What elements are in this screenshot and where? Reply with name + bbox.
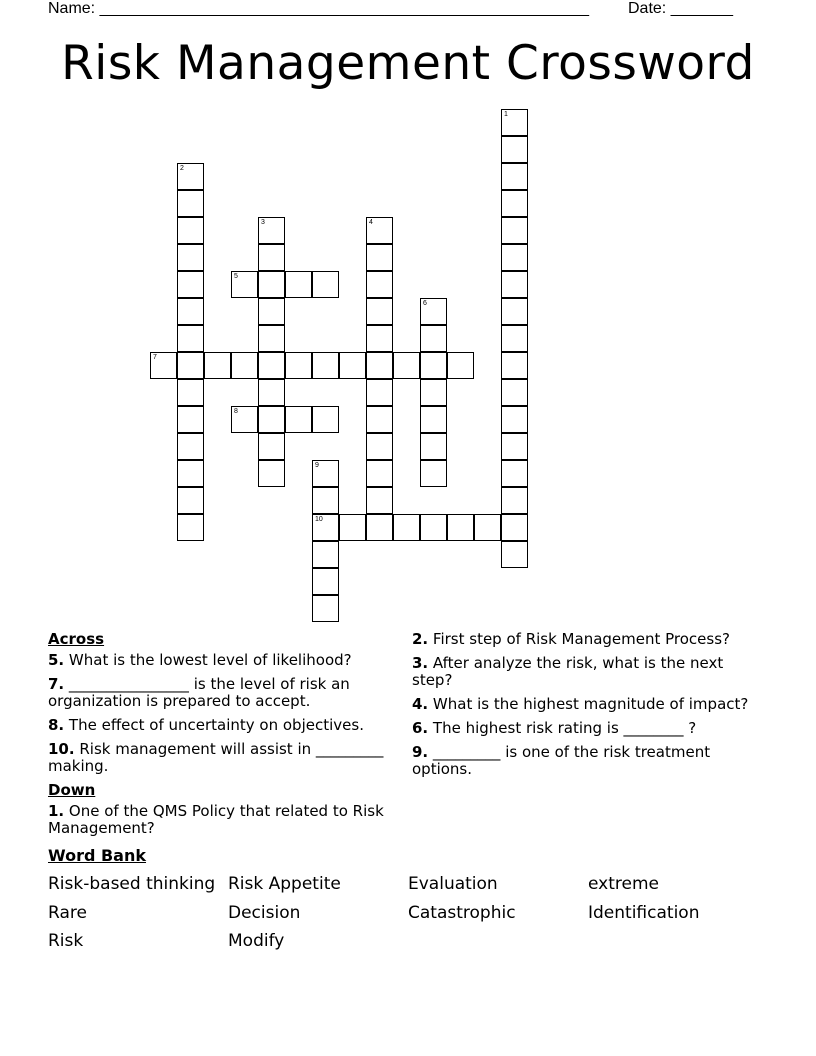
clue-number-label: 4 [369, 219, 373, 226]
crossword-cell[interactable] [258, 325, 285, 352]
crossword-cell[interactable] [501, 406, 528, 433]
clue-number-label: 3 [261, 219, 265, 226]
clue-number-label: 6 [423, 300, 427, 307]
clue-down-3 [412, 655, 752, 689]
word-bank-item: Decision [228, 903, 301, 923]
crossword-cell[interactable] [393, 514, 420, 541]
crossword-cell[interactable] [177, 325, 204, 352]
crossword-cell[interactable] [231, 406, 258, 433]
name-field-line[interactable]: Name: _______________________________________________________ [48, 0, 589, 17]
crossword-cell[interactable] [339, 352, 366, 379]
crossword-cell[interactable] [447, 352, 474, 379]
clue-number: 9. [412, 743, 429, 761]
crossword-cell[interactable] [177, 190, 204, 217]
clue-text: The highest risk rating is ________ ? [432, 719, 697, 737]
clue-across-7 [48, 676, 398, 710]
crossword-cell[interactable] [258, 406, 285, 433]
crossword-cell[interactable] [177, 244, 204, 271]
crossword-cell[interactable] [366, 379, 393, 406]
crossword-cell[interactable] [501, 271, 528, 298]
clue-number: 8. [48, 716, 65, 734]
crossword-cell[interactable] [285, 406, 312, 433]
crossword-cell[interactable] [447, 514, 474, 541]
clue-text: Risk management will assist in _________ making. [48, 740, 384, 775]
clue-text: One of the QMS Policy that related to Risk Management? [48, 802, 384, 837]
crossword-cell[interactable] [501, 217, 528, 244]
crossword-cell[interactable] [312, 352, 339, 379]
crossword-cell[interactable] [258, 379, 285, 406]
down-heading: Down [48, 781, 96, 799]
crossword-cell[interactable] [312, 595, 339, 622]
crossword-cell[interactable] [366, 325, 393, 352]
crossword-cell[interactable] [366, 244, 393, 271]
crossword-cell[interactable] [474, 514, 501, 541]
crossword-cell[interactable] [177, 352, 204, 379]
crossword-cell[interactable] [366, 217, 393, 244]
crossword-cell[interactable] [285, 352, 312, 379]
crossword-cell[interactable] [420, 460, 447, 487]
word-bank-item: Risk-based thinking [48, 874, 216, 894]
crossword-cell[interactable] [231, 271, 258, 298]
crossword-cell[interactable] [366, 406, 393, 433]
crossword-cell[interactable] [501, 298, 528, 325]
clue-down-9 [412, 744, 752, 778]
clue-number: 10. [48, 740, 75, 758]
crossword-cell[interactable] [501, 460, 528, 487]
word-bank-item: Evaluation [408, 874, 498, 894]
crossword-cell[interactable] [366, 271, 393, 298]
crossword-cell[interactable] [177, 433, 204, 460]
across-heading: Across [48, 630, 105, 648]
crossword-cell[interactable] [258, 433, 285, 460]
crossword-cell[interactable] [420, 352, 447, 379]
crossword-cell[interactable] [501, 136, 528, 163]
clue-text: _________ is one of the risk treatment options. [412, 743, 711, 778]
crossword-cell[interactable] [258, 298, 285, 325]
crossword-cell[interactable] [501, 433, 528, 460]
clue-number-label: 7 [153, 354, 157, 361]
crossword-cell[interactable] [501, 487, 528, 514]
crossword-cell[interactable] [339, 514, 366, 541]
clue-text: First step of Risk Management Process? [432, 630, 730, 648]
crossword-cell[interactable] [231, 352, 258, 379]
crossword-cell[interactable] [312, 460, 339, 487]
word-bank-item: Rare [48, 903, 87, 923]
crossword-cell[interactable] [366, 298, 393, 325]
clue-number-label: 8 [234, 408, 238, 415]
crossword-cell[interactable] [177, 217, 204, 244]
word-bank-item: Catastrophic [408, 903, 516, 923]
crossword-cell[interactable] [501, 325, 528, 352]
clue-across-8 [48, 717, 398, 734]
clue-across-10 [48, 741, 398, 775]
crossword-cell[interactable] [501, 379, 528, 406]
word-bank-item: Modify [228, 931, 285, 951]
clues-right-column [412, 631, 752, 785]
crossword-cell[interactable] [312, 568, 339, 595]
page-title: Risk Management Crossword [61, 36, 755, 91]
clue-number: 7. [48, 675, 65, 693]
word-bank-item: Identification [588, 903, 700, 923]
word-bank-item: Risk Appetite [228, 874, 341, 894]
clues-left-column [48, 631, 398, 844]
clue-text: What is the lowest level of likelihood? [68, 651, 352, 669]
clue-number: 1. [48, 802, 65, 820]
crossword-cell[interactable] [177, 271, 204, 298]
crossword-cell[interactable] [312, 541, 339, 568]
crossword-cell[interactable] [312, 514, 339, 541]
clue-number-label: 2 [180, 165, 184, 172]
crossword-cell[interactable] [393, 352, 420, 379]
clue-number-label: 10 [315, 516, 323, 523]
crossword-cell[interactable] [501, 352, 528, 379]
crossword-cell[interactable] [366, 433, 393, 460]
crossword-cell[interactable] [177, 298, 204, 325]
crossword-cell[interactable] [420, 406, 447, 433]
crossword-cell[interactable] [258, 460, 285, 487]
crossword-cell[interactable] [177, 487, 204, 514]
crossword-cell[interactable] [312, 487, 339, 514]
clue-down-1 [48, 803, 398, 837]
crossword-cell[interactable] [501, 514, 528, 541]
crossword-cell[interactable] [366, 487, 393, 514]
word-bank-item: Risk [48, 931, 84, 951]
clue-text: ________________ is the level of risk an organization is prepared to accept. [48, 675, 350, 710]
crossword-cell[interactable] [312, 271, 339, 298]
crossword-cell[interactable] [501, 190, 528, 217]
crossword-cell[interactable] [177, 460, 204, 487]
crossword-cell[interactable] [420, 433, 447, 460]
crossword-cell[interactable] [150, 352, 177, 379]
crossword-cell[interactable] [501, 244, 528, 271]
crossword-cell[interactable] [420, 325, 447, 352]
crossword-cell[interactable] [204, 352, 231, 379]
clue-down-4 [412, 696, 752, 713]
clue-text: After analyze the risk, what is the next step? [412, 654, 724, 689]
clue-number-label: 1 [504, 111, 508, 118]
clue-number-label: 9 [315, 462, 319, 469]
clue-number: 4. [412, 695, 429, 713]
clue-across-5 [48, 652, 398, 669]
crossword-cell[interactable] [420, 514, 447, 541]
crossword-cell[interactable] [420, 298, 447, 325]
clue-down-2 [412, 631, 752, 648]
word-bank-heading: Word Bank [48, 846, 147, 865]
crossword-cell[interactable] [258, 217, 285, 244]
date-field-line[interactable]: Date: _______ [628, 0, 733, 17]
clue-text: The effect of uncertainty on objectives. [68, 716, 364, 734]
clue-number: 2. [412, 630, 429, 648]
crossword-cell[interactable] [285, 271, 312, 298]
crossword-cell[interactable] [177, 163, 204, 190]
crossword-cell[interactable] [366, 352, 393, 379]
clue-number-label: 5 [234, 273, 238, 280]
crossword-cell[interactable] [501, 163, 528, 190]
crossword-cell[interactable] [366, 460, 393, 487]
clue-number: 3. [412, 654, 429, 672]
crossword-cell[interactable] [177, 406, 204, 433]
crossword-cell[interactable] [312, 406, 339, 433]
crossword-cell[interactable] [501, 109, 528, 136]
crossword-cell[interactable] [177, 379, 204, 406]
crossword-cell[interactable] [258, 352, 285, 379]
clue-number: 5. [48, 651, 65, 669]
clue-number: 6. [412, 719, 429, 737]
crossword-cell[interactable] [258, 244, 285, 271]
word-bank-item: extreme [588, 874, 659, 894]
clue-text: What is the highest magnitude of impact? [432, 695, 749, 713]
crossword-cell[interactable] [420, 379, 447, 406]
crossword-cell[interactable] [501, 541, 528, 568]
crossword-cell[interactable] [258, 271, 285, 298]
crossword-cell[interactable] [366, 514, 393, 541]
clue-down-6 [412, 720, 752, 737]
crossword-cell[interactable] [177, 514, 204, 541]
